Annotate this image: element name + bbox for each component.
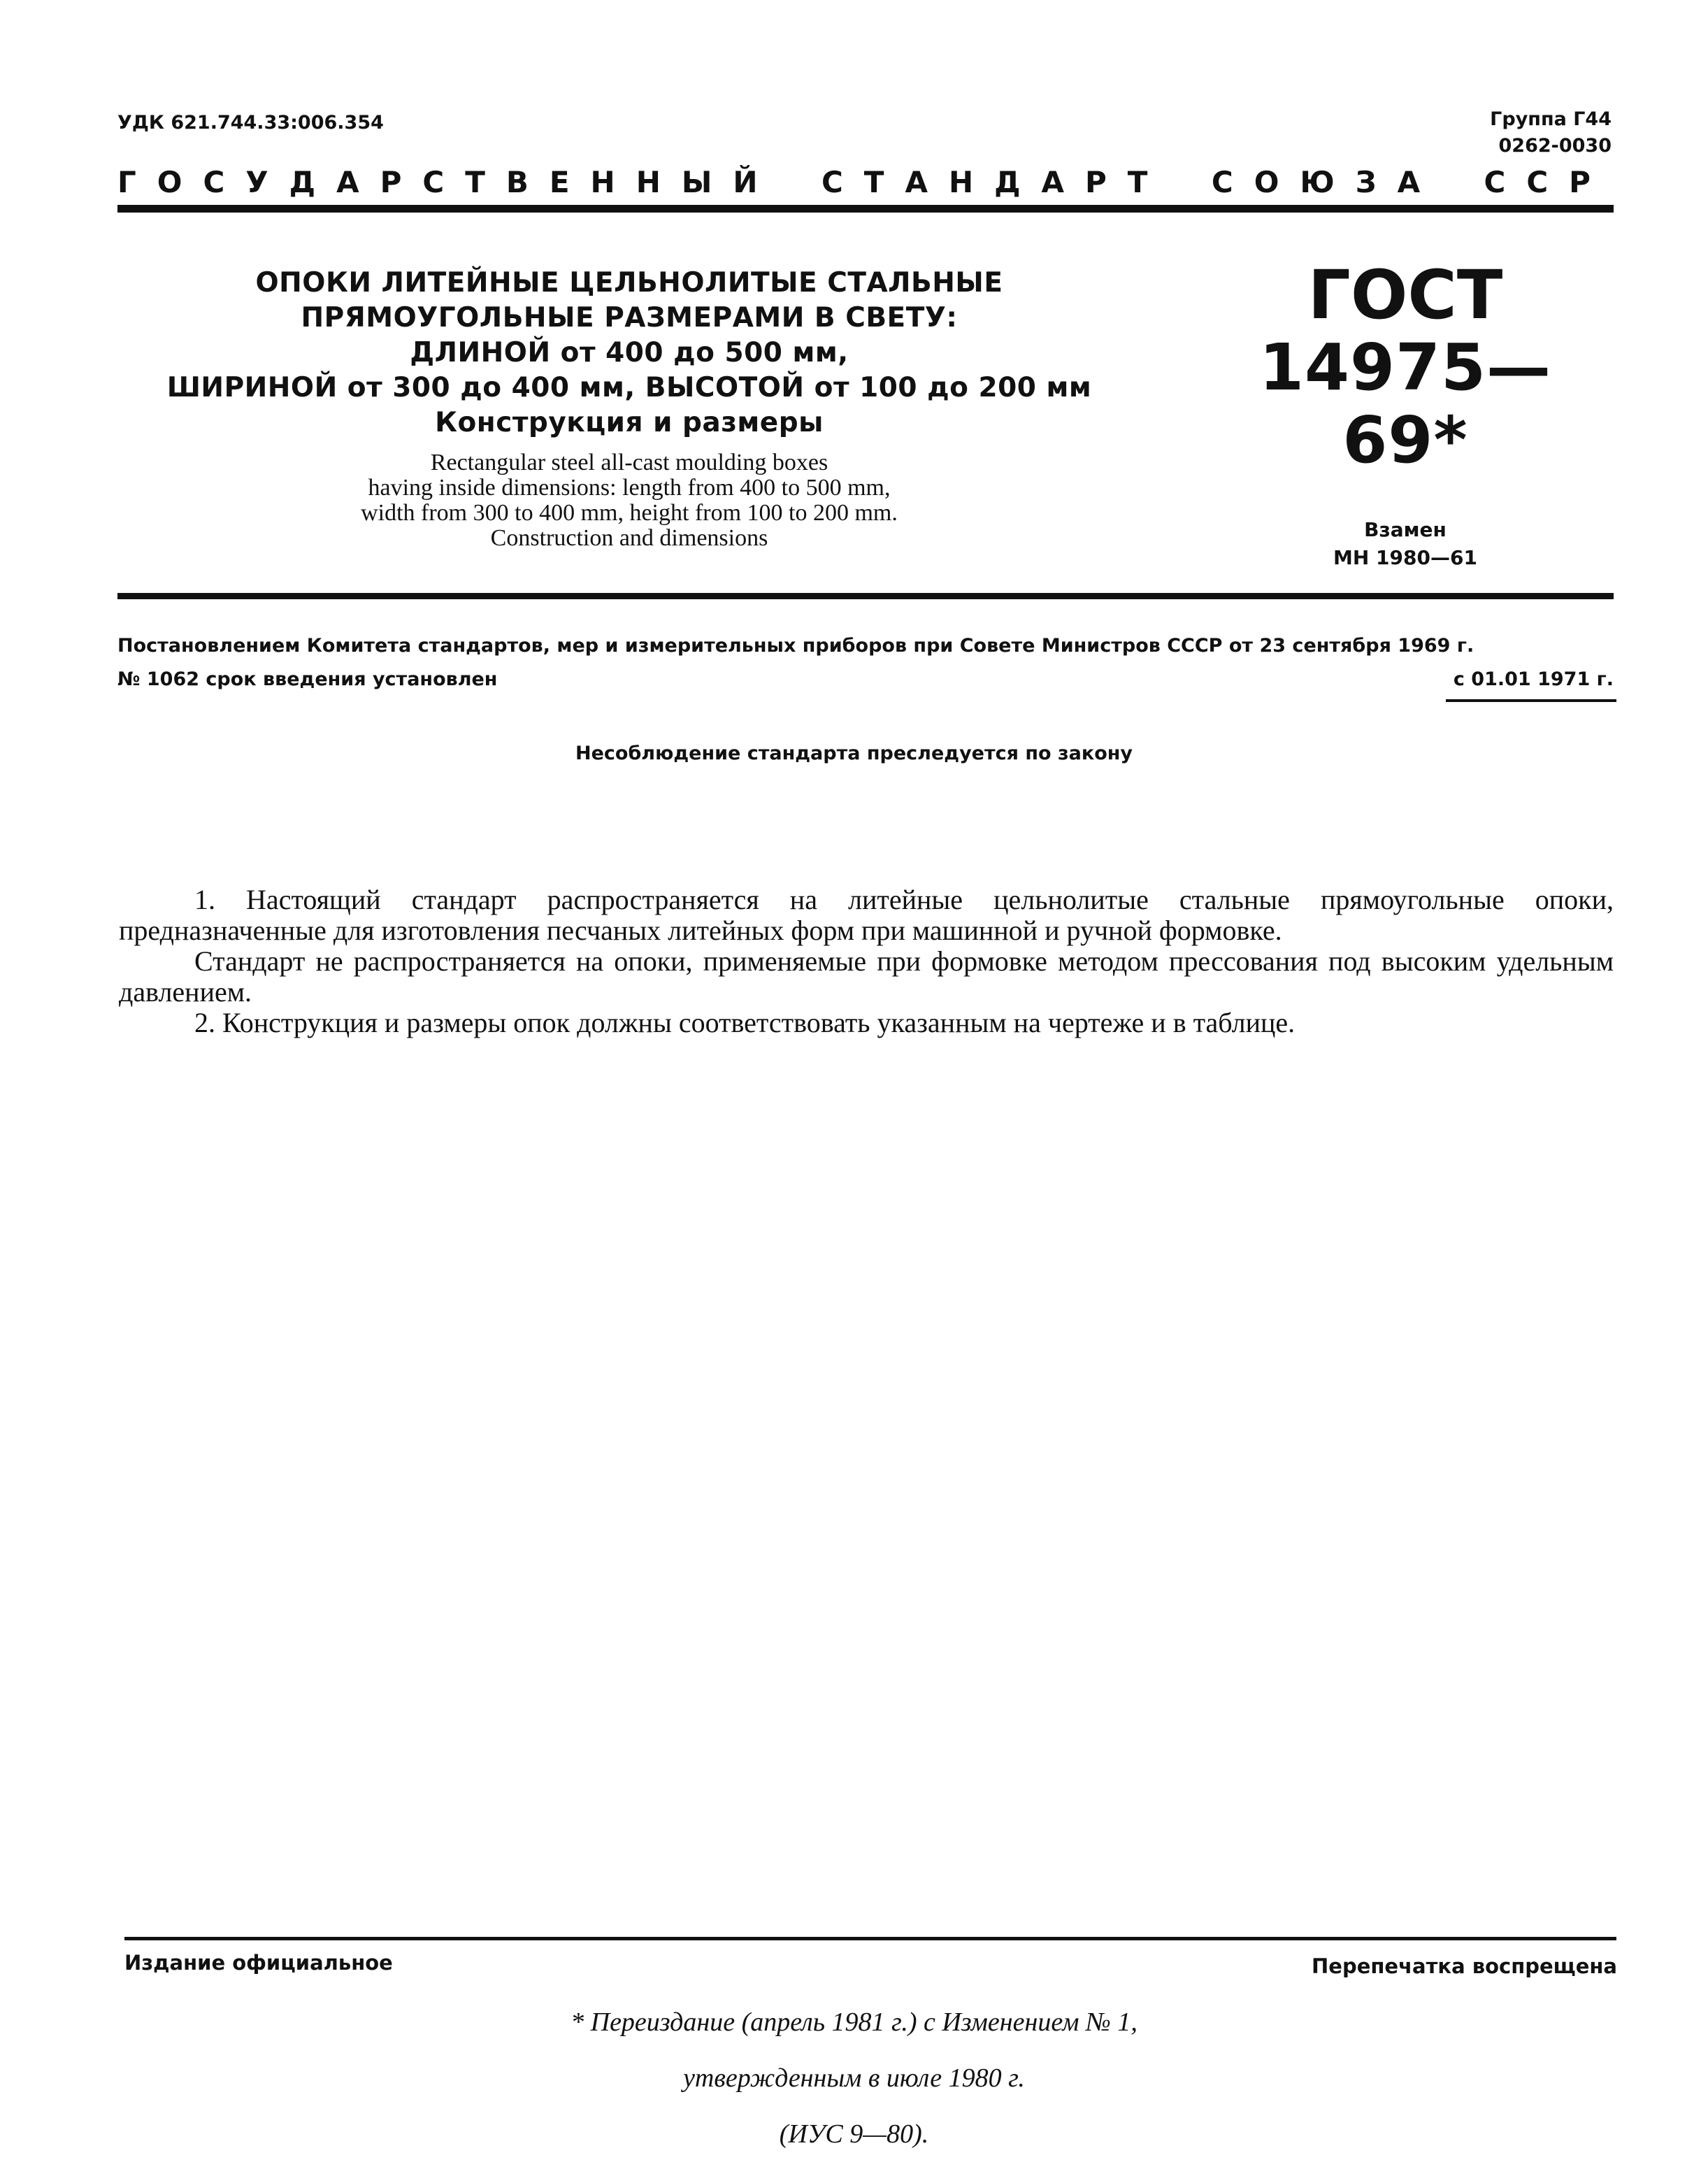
group-code — [1490, 106, 1612, 159]
title-en-line: having inside dimensions: length from 400 to 500 mm, — [368, 475, 891, 501]
decree-number: № 1062 срок введения установлен — [117, 668, 498, 690]
reissue-note — [0, 1994, 1708, 2162]
paragraph-3: 2. Конструкция и размеры опок должны соответствовать указанным на чертеже и в таблице. — [194, 1007, 1296, 1038]
reissue-line: утвержденным в июле 1980 г. — [683, 2063, 1025, 2093]
official-edition: Издание официальное — [124, 1951, 393, 1975]
reissue-line: (ИУС 9—80). — [779, 2119, 929, 2149]
title-en-line: Rectangular steel all-cast moulding boxes — [430, 450, 828, 475]
gost-designation — [1217, 256, 1594, 572]
gost-number: 14975—69* — [1258, 330, 1552, 478]
replaces-note — [1217, 516, 1594, 572]
effective-date-underline — [1446, 699, 1616, 702]
paragraph-2: Стандарт не распространяется на опоки, применяемые при формовке методом прессования под высоким удельным давлением. — [119, 945, 1614, 1008]
violation-notice: Несоблюдение стандарта преследуется по закону — [575, 743, 1133, 764]
banner-word-ssr: ССР — [1484, 164, 1612, 199]
header-rule — [117, 205, 1614, 213]
reissue-line: * Переиздание (апрель 1981 г.) с Изменением № 1, — [570, 2007, 1138, 2037]
title-en-line: width from 300 to 400 mm, height from 100 to 200 mm. — [361, 500, 898, 526]
group-label: Группа Г44 — [1490, 108, 1612, 130]
reprint-prohibited: Перепечатка воспрещена — [1312, 1954, 1617, 1978]
effective-date: с 01.01 1971 г. — [1453, 668, 1614, 690]
paragraph-1: 1. Настоящий стандарт распространяется на литейные цельнолитые стальные прямоугольные опоки, предназначенные для изготовления песчаных литейных форм при машинной и ручной формовке. — [119, 884, 1614, 946]
banner-word-standard: СТАНДАРТ — [821, 164, 1169, 199]
banner-word-state: ГОСУДАРСТВЕННЫЙ — [117, 164, 779, 199]
classification-code: 0262-0030 — [1498, 135, 1612, 157]
decree-block — [117, 629, 1614, 696]
title-ru-line: ШИРИНОЙ от 300 до 400 мм, ВЫСОТОЙ от 100 до 200 мм — [166, 372, 1092, 403]
banner-word-union: СОЮЗА — [1211, 164, 1442, 199]
document-title — [161, 266, 1098, 551]
title-en-line: Construction and dimensions — [490, 525, 768, 551]
replaces-label: Взамен — [1364, 518, 1447, 541]
decree-line-1 — [117, 629, 1614, 663]
footer-rule — [124, 1937, 1616, 1940]
title-ru-line: ДЛИНОЙ от 400 до 500 мм, — [410, 337, 849, 368]
replaces-value: МН 1980—61 — [1333, 546, 1477, 569]
udk-code: УДК 621.744.33:006.354 — [117, 112, 384, 134]
decree-line-2 — [117, 663, 1614, 696]
title-en — [161, 450, 1098, 551]
body-text — [119, 885, 1614, 1038]
title-ru-line: ПРЯМОУГОЛЬНЫЕ РАЗМЕРАМИ В СВЕТУ: — [301, 302, 958, 334]
state-standard-banner — [117, 162, 1612, 201]
decree-text: Постановлением Комитета стандартов, мер и измерительных приборов при Совете Министров СССР от 23 сентября 1969 г. — [117, 635, 1474, 657]
gost-word: ГОСТ — [1307, 256, 1503, 334]
title-rule — [117, 593, 1614, 599]
title-ru-subtitle: Конструкция и размеры — [435, 407, 824, 438]
title-ru-line: ОПОКИ ЛИТЕЙНЫЕ ЦЕЛЬНОЛИТЫЕ СТАЛЬНЫЕ — [255, 267, 1003, 299]
